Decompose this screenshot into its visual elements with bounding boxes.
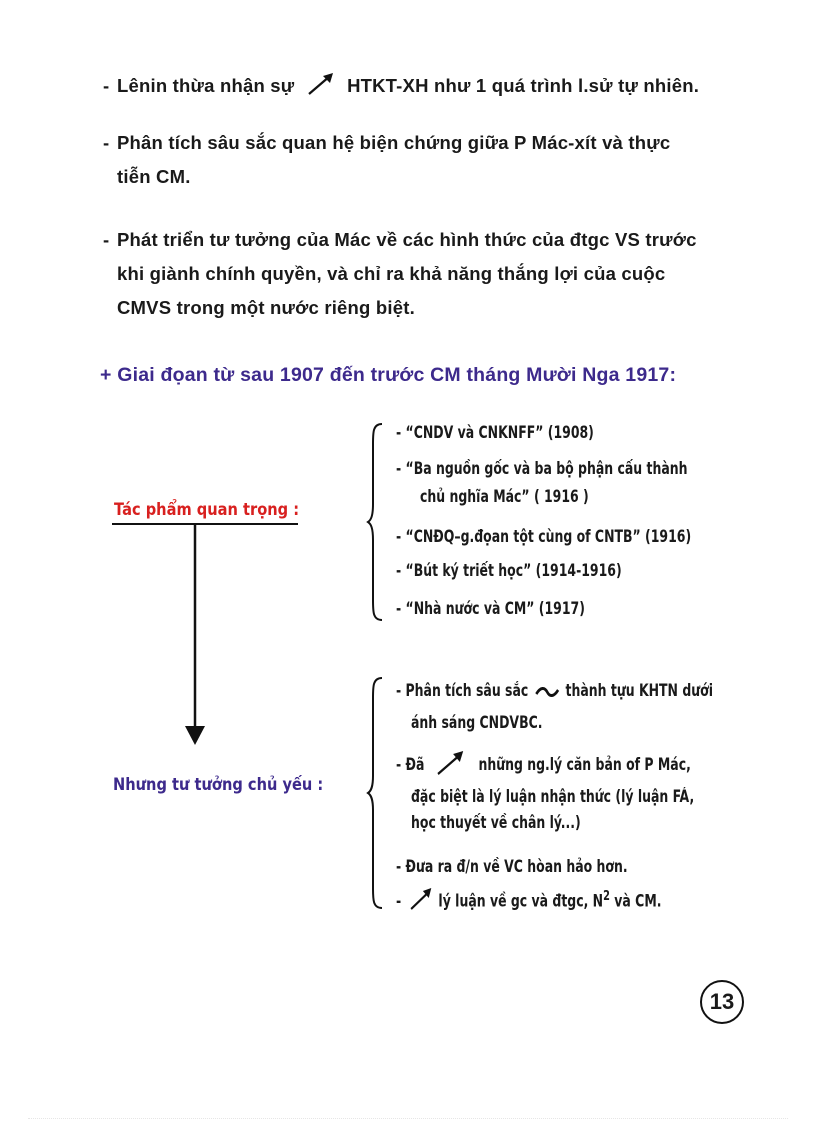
works-label: Tác phẩm quan trọng :	[114, 500, 300, 520]
idea-1-text-b: thành tựu KHTN dưới	[565, 681, 713, 700]
northeast-arrow-icon	[409, 886, 434, 912]
section-heading: + Giai đọan từ sau 1907 đến trước CM tháng Mười Nga 1917:	[100, 364, 677, 386]
northeast-arrow-icon	[435, 749, 465, 777]
idea-item-1	[396, 674, 713, 707]
ideas-label: Nhưng tư tưởng chủ yếu :	[113, 775, 324, 795]
work-item-2: - “Ba nguồn gốc và ba bộ phận cấu thành	[396, 459, 688, 478]
idea-4-text: lý luận về gc và đtgc, N	[438, 891, 604, 911]
bullet-3-line-1: Phát triển tư tưởng của Mác về các hình thức của đtgc VS trước	[117, 229, 697, 250]
idea-4-text-end: và CM.	[614, 891, 662, 911]
footer-divider	[28, 1118, 788, 1119]
bullet-2-line-1: Phân tích sâu sắc quan hệ biện chứng giữa P Mác-xít và thực	[117, 132, 671, 153]
bullet-3-line-3: CMVS trong một nước riêng biệt.	[117, 297, 415, 318]
bullet-1: - Lênin thừa nhận sự HTKT-XH như 1 quá trình l.sử tự nhiên.	[103, 69, 699, 103]
tilde-icon	[534, 685, 559, 699]
idea-1-text-a: - Phân tích sâu sắc	[396, 681, 529, 700]
idea-4-superscript: 2	[603, 889, 610, 904]
bullet-3: - Phát triển tư tưởng của Mác về các hình thức của đtgc VS trước khi giành chính quyền, và chỉ ra khả năng thắng lợi của cuộc CMVS trong một nước riêng biệt.	[103, 223, 697, 325]
bullet-3-line-2: khi giành chính quyền, và chỉ ra khả năng thắng lợi của cuộc	[117, 263, 666, 284]
idea-item-2	[396, 748, 691, 781]
work-item-1: - “CNDV và CNKNFF” (1908)	[396, 423, 594, 442]
work-item-2-cont: chủ nghĩa Mác” ( 1916 )	[420, 487, 589, 506]
idea-2-text-a: - Đã	[396, 755, 425, 774]
northeast-arrow-icon	[306, 71, 336, 97]
page-number: 13	[700, 980, 744, 1024]
work-item-3: - “CNĐQ–g.đọan tột cùng of CNTB” (1916)	[396, 527, 692, 546]
work-item-4: - “Bút ký triết học” (1914-1916)	[396, 561, 622, 580]
idea-item-2-cont-2: học thuyết về chân lý...)	[411, 813, 581, 832]
bullet-2: - Phân tích sâu sắc quan hệ biện chứng giữa P Mác-xít và thực tiễn CM.	[103, 126, 670, 194]
idea-4-dash: -	[396, 891, 402, 911]
down-arrow-icon	[180, 523, 210, 753]
bullet-1-text-a: Lênin thừa nhận sự	[117, 75, 295, 96]
bullet-1-text-b: HTKT-XH như 1 quá trình l.sử tự nhiên.	[347, 75, 700, 96]
idea-item-3: - Đưa ra đ/n về VC hòan hảo hơn.	[396, 857, 628, 876]
idea-item-1-cont: ánh sáng CNDVBC.	[411, 713, 543, 732]
works-brace-icon	[366, 422, 386, 622]
idea-2-text-b: những ng.lý căn bản of P Mác,	[478, 755, 691, 774]
bullet-2-line-2: tiễn CM.	[117, 166, 191, 187]
work-item-5: - “Nhà nước và CM” (1917)	[396, 599, 585, 618]
idea-item-2-cont-1: đặc biệt là lý luận nhận thức (lý luận FÁ,	[411, 787, 695, 806]
idea-item-4	[396, 880, 661, 918]
ideas-brace-icon	[366, 676, 386, 910]
